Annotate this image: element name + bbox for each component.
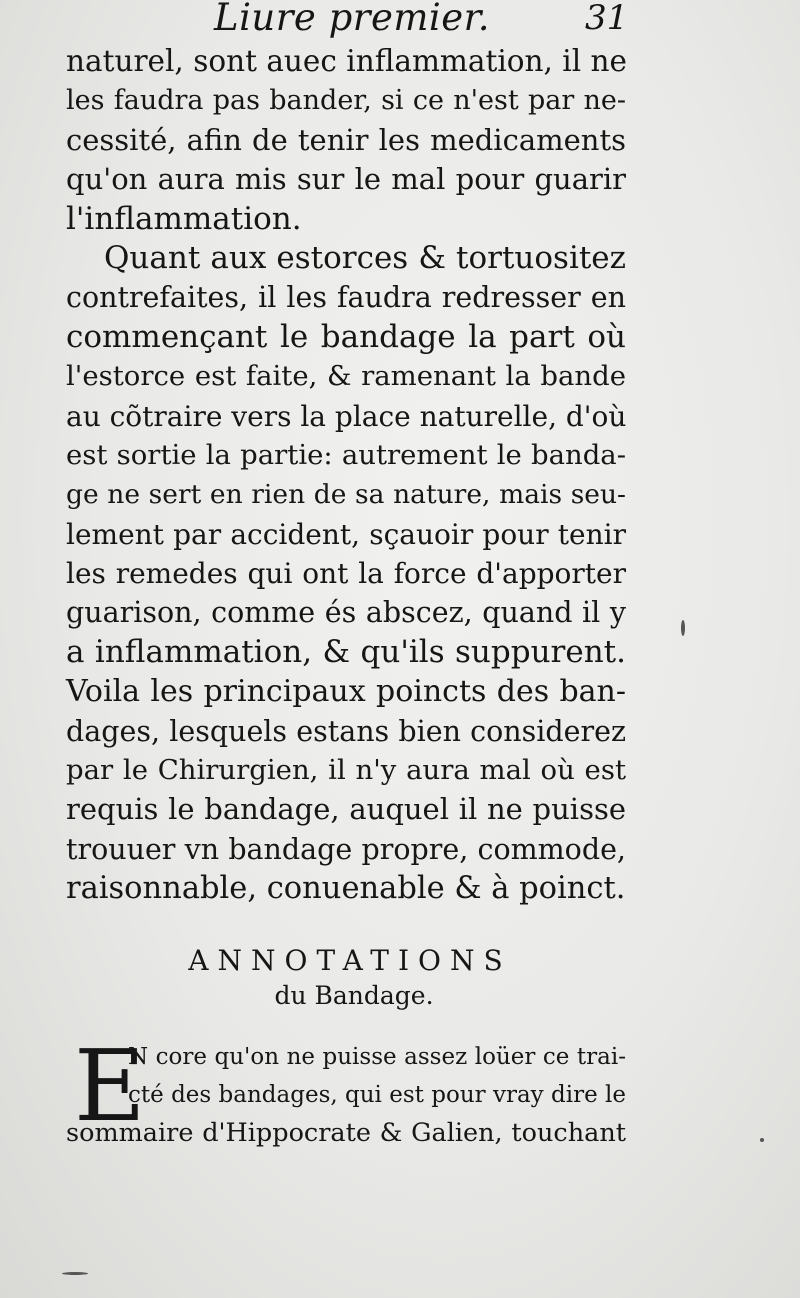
text-line: a inflammation, & qu'ils suppurent.	[66, 633, 626, 670]
text-line: est sortie la partie: autrement le banda-	[66, 438, 626, 471]
ink-speck	[62, 1272, 88, 1275]
ink-speck	[681, 620, 685, 636]
text-line: N core qu'on ne puisse assez loüer ce trai-	[128, 1044, 626, 1070]
text-line: lement par accident, sçauoir pour tenir	[66, 517, 626, 551]
text-line: cté des bandages, qui est pour vray dire le	[128, 1082, 626, 1108]
text-line: naturel, sont auec inflammation, il ne	[66, 44, 628, 78]
text-line: les remedes qui ont la force d'apporter	[66, 557, 626, 591]
text-line: requis le bandage, auquel il ne puisse	[66, 792, 626, 827]
page-number: 31	[585, 0, 629, 38]
text-line: ge ne sert en rien de sa nature, mais seu-	[66, 479, 626, 511]
text-line: raisonnable, conuenable & à poinct.	[66, 871, 626, 907]
text-line: dages, lesquels estans bien considerez	[66, 714, 626, 748]
text-line: commençant le bandage la part où	[66, 318, 626, 355]
section-heading	[66, 944, 626, 1012]
text-line: Voila les principaux poincts des ban-	[66, 674, 626, 710]
annotation-text	[66, 1030, 626, 1152]
text-line: guarison, comme és abscez, quand il y	[66, 596, 626, 630]
text-line: l'inflammation.	[66, 200, 302, 237]
text-line: contrefaites, il les faudra redresser en	[66, 281, 626, 315]
heading-subtitle: du Bandage.	[274, 981, 434, 1010]
drop-cap: E	[74, 1030, 146, 1144]
running-head: Liure premier.	[214, 0, 491, 39]
text-line: par le Chirurgien, il n'y aura mal où est	[66, 754, 626, 787]
main-text	[66, 42, 626, 909]
text-line: Quant aux estorces & tortuositez	[104, 239, 626, 276]
text-line: qu'on aura mis sur le mal pour guarir	[66, 162, 626, 197]
ink-speck	[760, 1138, 764, 1142]
text-line: au cõtraire vers la place naturelle, d'où	[66, 399, 627, 433]
page-header	[0, 0, 800, 40]
text-line: cessité, afin de tenir les medicaments	[66, 122, 626, 157]
text-line: trouuer vn bandage propre, commode,	[66, 832, 626, 866]
text-line: les faudra pas bander, si ce n'est par ne-	[66, 85, 626, 117]
heading-title: ANNOTATIONS	[188, 944, 512, 977]
text-line: l'estorce est faite, & ramenant la bande	[66, 360, 626, 393]
text-line: sommaire d'Hippocrate & Galien, touchant	[66, 1118, 626, 1148]
